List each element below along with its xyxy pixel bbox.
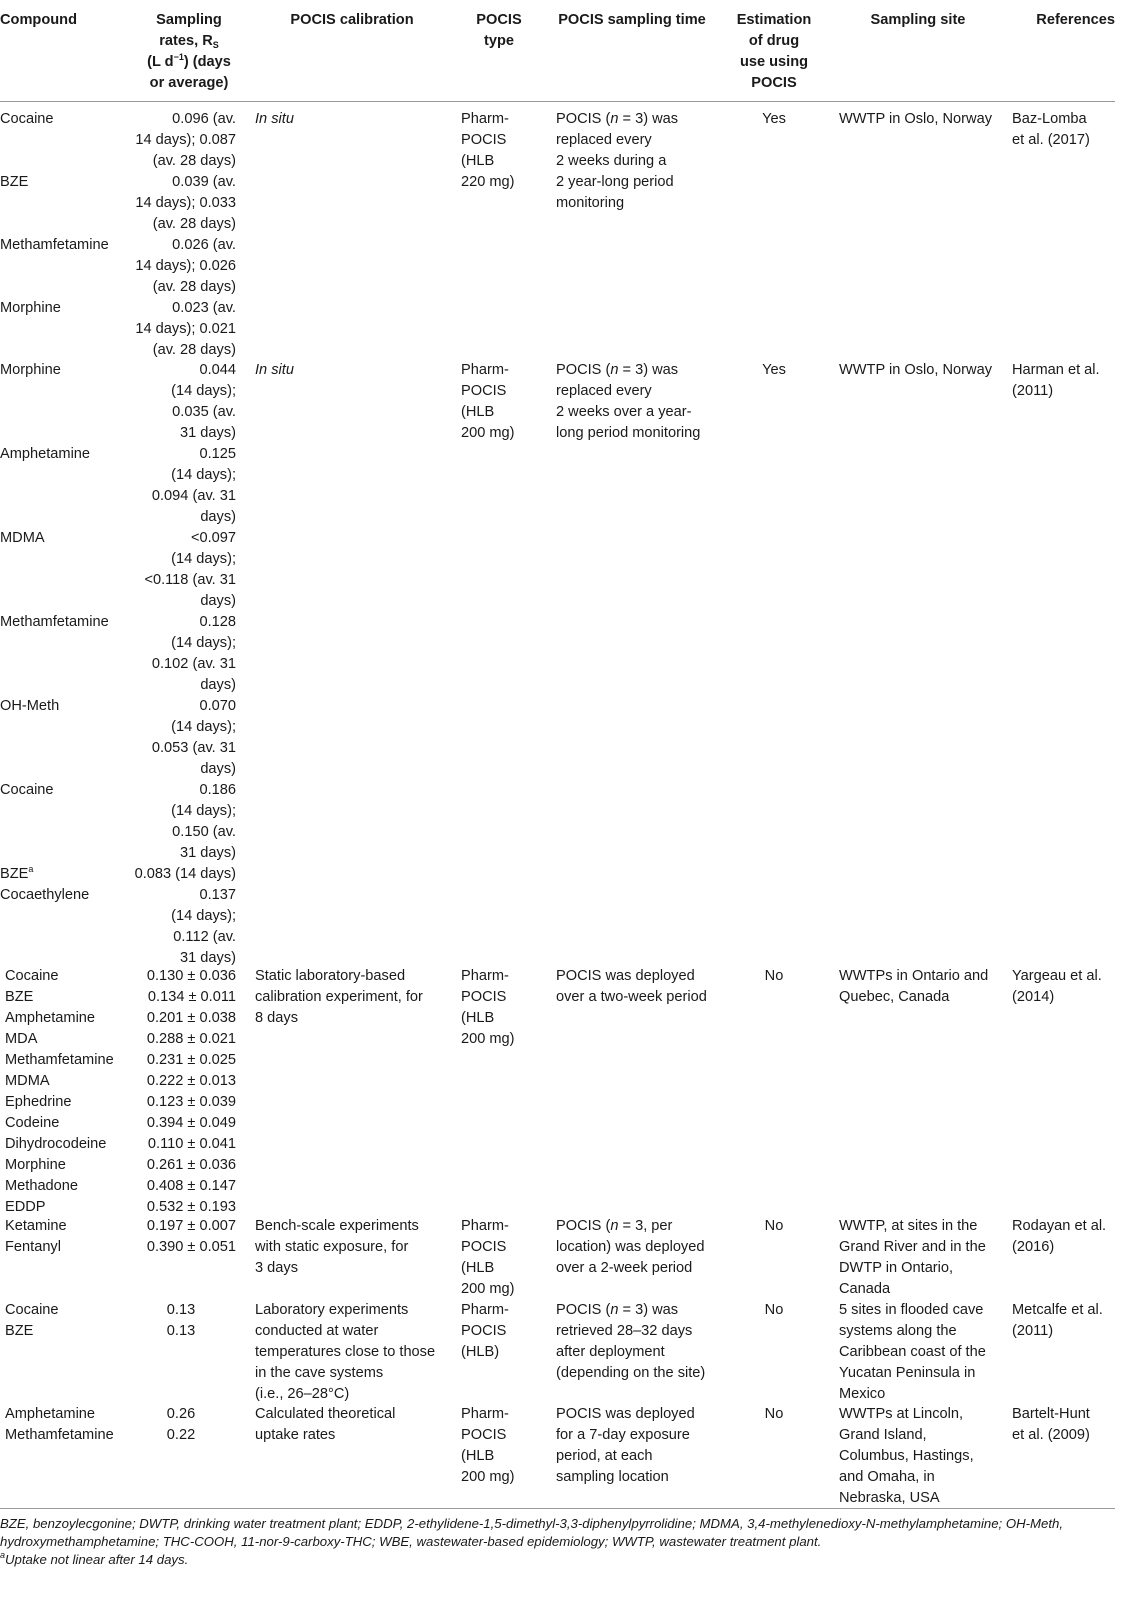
header-pocis-type: POCIS type bbox=[476, 12, 522, 49]
reference: (2016) bbox=[1012, 1239, 1055, 1255]
pocis-type: (HLB bbox=[461, 1010, 495, 1026]
pocis-type: 200 mg) bbox=[461, 1031, 515, 1047]
sampling-rate: (14 days); bbox=[171, 803, 236, 819]
sampling-site: Nebraska, USA bbox=[839, 1490, 940, 1506]
sampling-rate: 0.394 ± 0.049 bbox=[146, 1115, 236, 1131]
header-bottom-rule bbox=[0, 101, 1115, 102]
sampling-site: WWTP in Oslo, Norway bbox=[839, 111, 992, 127]
sampling-rate: 0.044 bbox=[199, 362, 236, 378]
pocis-type: (HLB bbox=[461, 153, 495, 169]
sampling-rate: 0.123 ± 0.039 bbox=[146, 1094, 236, 1110]
compound-name: Ketamine bbox=[5, 1218, 67, 1234]
sampling-rate: days) bbox=[200, 509, 236, 525]
sampling-rate: 14 days); 0.033 bbox=[135, 195, 236, 211]
pocis-calibration: with static exposure, for bbox=[255, 1239, 409, 1255]
sampling-rate: (av. 28 days) bbox=[152, 279, 236, 295]
header-sampling-site: Sampling site bbox=[870, 12, 966, 28]
pocis-sampling-time: after deployment bbox=[556, 1344, 665, 1360]
sampling-site: WWTP in Oslo, Norway bbox=[839, 362, 992, 378]
pocis-type: Pharm- bbox=[461, 362, 509, 378]
sampling-rate: 0.125 bbox=[199, 446, 236, 462]
pocis-type: (HLB) bbox=[461, 1344, 500, 1360]
footnote-abbreviations-line-1: BZE, benzoylecgonine; DWTP, drinking water treatment plant; EDDP, 2-ethylidene-1,5-dimethyl-3,3-diphenylpyrrolidine; MDMA, 3,4-methylenedioxy-N-methylamphetamine; OH-Meth, bbox=[0, 1516, 1064, 1531]
sampling-site: Mexico bbox=[839, 1386, 886, 1402]
compound-name: Codeine bbox=[5, 1115, 60, 1131]
pocis-type: Pharm- bbox=[461, 968, 509, 984]
sampling-site: Quebec, Canada bbox=[839, 989, 950, 1005]
sampling-rate: (av. 28 days) bbox=[152, 153, 236, 169]
pocis-type: 200 mg) bbox=[461, 1281, 515, 1297]
pocis-calibration: in the cave systems bbox=[255, 1365, 384, 1381]
compound-name: Methamfetamine bbox=[5, 1427, 114, 1443]
header-sampling-rates: Sampling rates, $R_S$ (L $d^{-1}$) (days or average) bbox=[147, 12, 231, 91]
sampling-rate: (14 days); bbox=[171, 383, 236, 399]
pocis-type: (HLB bbox=[461, 1260, 495, 1276]
compound-name: BZE bbox=[0, 174, 29, 190]
reference: Harman et al. bbox=[1012, 362, 1100, 378]
sampling-rate: 0.13 bbox=[166, 1302, 196, 1318]
pocis-type: POCIS bbox=[461, 989, 507, 1005]
pocis-type: POCIS bbox=[461, 383, 507, 399]
reference: et al. (2017) bbox=[1012, 132, 1090, 148]
sampling-rate: 0.094 (av. 31 bbox=[151, 488, 236, 504]
pocis-sampling-time: POCIS was deployed bbox=[556, 1406, 695, 1422]
pocis-sampling-time: 2 year-long period bbox=[556, 174, 674, 190]
compound-name: Methamfetamine bbox=[5, 1052, 114, 1068]
reference: (2014) bbox=[1012, 989, 1055, 1005]
pocis-type: Pharm- bbox=[461, 1218, 509, 1234]
pocis-sampling-time: POCIS was deployed bbox=[556, 968, 695, 984]
pocis-sampling-time: sampling location bbox=[556, 1469, 669, 1485]
compound-name: MDMA bbox=[0, 530, 45, 546]
pocis-calibration: Calculated theoretical bbox=[255, 1406, 396, 1422]
pocis-calibration: calibration experiment, for bbox=[255, 989, 423, 1005]
sampling-site: Columbus, Hastings, bbox=[839, 1448, 974, 1464]
sampling-site: DWTP in Ontario, bbox=[839, 1260, 954, 1276]
compound-name: Cocaethylene bbox=[0, 887, 90, 903]
pocis-sampling-time: replaced every bbox=[556, 132, 652, 148]
sampling-rate: 0.128 bbox=[199, 614, 236, 630]
pocis-type: (HLB bbox=[461, 1448, 495, 1464]
pocis-type: (HLB bbox=[461, 404, 495, 420]
footnote-marker: a bbox=[28, 864, 34, 874]
sampling-rate: 0.096 (av. bbox=[172, 111, 236, 127]
sampling-rate: 14 days); 0.026 bbox=[135, 258, 236, 274]
pocis-calibration: Bench-scale experiments bbox=[255, 1218, 419, 1234]
pocis-sampling-time: location) was deployed bbox=[556, 1239, 705, 1255]
sampling-rate: 0.134 ± 0.011 bbox=[147, 989, 236, 1005]
compound-name: MDA bbox=[5, 1031, 38, 1047]
sampling-rate: 0.390 ± 0.051 bbox=[146, 1239, 236, 1255]
pocis-type: 200 mg) bbox=[461, 1469, 515, 1485]
pocis-sampling-time: 2 weeks over a year- bbox=[556, 404, 692, 420]
compound-name: Methadone bbox=[5, 1178, 79, 1194]
header-references: References bbox=[1036, 12, 1115, 28]
pocis-sampling-time: for a 7-day exposure bbox=[556, 1427, 690, 1443]
compound-name: MDMA bbox=[5, 1073, 50, 1089]
sampling-rate: 0.261 ± 0.036 bbox=[146, 1157, 236, 1173]
sampling-rate: (14 days); bbox=[171, 551, 236, 567]
sampling-rate: 0.13 bbox=[166, 1323, 196, 1339]
header-compound: Compound bbox=[0, 12, 78, 28]
compound-name: Cocaine bbox=[5, 1302, 59, 1318]
sampling-rate: 0.110 ± 0.041 bbox=[147, 1136, 236, 1152]
reference: (2011) bbox=[1012, 1323, 1054, 1339]
pocis-sampling-time: POCIS (n = 3) was bbox=[556, 362, 679, 378]
sampling-rate: 0.532 ± 0.193 bbox=[146, 1199, 236, 1215]
pocis-calibration: uptake rates bbox=[255, 1427, 336, 1443]
sampling-rate: <0.097 bbox=[190, 530, 236, 546]
pocis-calibration: Static laboratory-based bbox=[255, 968, 406, 984]
compound-name: Ephedrine bbox=[5, 1094, 72, 1110]
pocis-sampling-time: long period monitoring bbox=[556, 425, 701, 441]
reference: Rodayan et al. bbox=[1012, 1218, 1107, 1234]
sampling-rate: days) bbox=[200, 677, 236, 693]
sampling-rate: <0.118 (av. 31 bbox=[144, 572, 236, 588]
sampling-site: systems along the bbox=[839, 1323, 957, 1339]
compound-name: Morphine bbox=[0, 300, 61, 316]
compound-name: Cocaine bbox=[0, 111, 54, 127]
sampling-rate: 31 days) bbox=[180, 845, 236, 861]
sampling-rate: (14 days); bbox=[171, 719, 236, 735]
compound-name: Cocaine bbox=[5, 968, 59, 984]
pocis-sampling-time: over a 2-week period bbox=[556, 1260, 693, 1276]
pocis-calibration: 3 days bbox=[255, 1260, 298, 1276]
sampling-rate: (14 days); bbox=[171, 467, 236, 483]
pocis-sampling-time: POCIS (n = 3) was bbox=[556, 1302, 679, 1318]
sampling-rate: 0.150 (av. bbox=[172, 824, 236, 840]
pocis-sampling-time: monitoring bbox=[556, 195, 625, 211]
reference: Yargeau et al. bbox=[1012, 968, 1102, 984]
compound-name: OH-Meth bbox=[0, 698, 60, 714]
compound-name: BZE$^a$ bbox=[0, 864, 34, 882]
pocis-calibration: Laboratory experiments bbox=[255, 1302, 409, 1318]
reference: et al. (2009) bbox=[1012, 1427, 1090, 1443]
sampling-rate: 0.231 ± 0.025 bbox=[146, 1052, 236, 1068]
pocis-type: 220 mg) bbox=[461, 174, 515, 190]
pocis-calibration: In situ bbox=[255, 111, 294, 127]
compound-name: BZE bbox=[5, 989, 34, 1005]
pocis-calibration: In situ bbox=[255, 362, 294, 378]
pocis-sampling-time: replaced every bbox=[556, 383, 652, 399]
header-sampling-time: POCIS sampling time bbox=[558, 12, 706, 28]
sampling-site: WWTPs at Lincoln, bbox=[839, 1406, 964, 1422]
sampling-rate: 31 days) bbox=[180, 425, 236, 441]
compound-name: Dihydrocodeine bbox=[5, 1136, 107, 1152]
sampling-rate: days) bbox=[200, 593, 236, 609]
estimation-drug-use: Yes bbox=[762, 111, 786, 127]
sampling-rate: 0.035 (av. bbox=[172, 404, 236, 420]
sampling-rate: 31 days) bbox=[180, 950, 236, 966]
estimation-drug-use: No bbox=[764, 1302, 784, 1318]
sampling-rate: 0.186 bbox=[199, 782, 236, 798]
compound-name: Methamfetamine bbox=[0, 237, 109, 253]
reference: (2011) bbox=[1012, 383, 1054, 399]
reference: Baz-Lomba bbox=[1012, 111, 1087, 127]
table-bottom-rule bbox=[0, 1508, 1115, 1509]
compound-name: Amphetamine bbox=[5, 1406, 96, 1422]
sampling-rate: (av. 28 days) bbox=[152, 216, 236, 232]
sampling-rate: 0.112 (av. bbox=[173, 929, 236, 945]
sampling-site: Grand River and in the bbox=[839, 1239, 986, 1255]
sampling-rate: (14 days); bbox=[171, 635, 236, 651]
compound-name: Morphine bbox=[0, 362, 61, 378]
sampling-rate: 14 days); 0.021 bbox=[135, 321, 236, 337]
compound-name: EDDP bbox=[5, 1199, 46, 1215]
sampling-rate: days) bbox=[200, 761, 236, 777]
sampling-rate: 0.083 (14 days) bbox=[134, 866, 236, 882]
sampling-rate: 0.288 ± 0.021 bbox=[146, 1031, 236, 1047]
compound-name: Cocaine bbox=[0, 782, 54, 798]
pocis-type: Pharm- bbox=[461, 1406, 509, 1422]
pocis-sampling-time: over a two-week period bbox=[556, 989, 707, 1005]
footnote-a: $^a$Uptake not linear after 14 days. bbox=[0, 1550, 189, 1567]
estimation-drug-use: No bbox=[764, 1218, 784, 1234]
sampling-site: WWTPs in Ontario and bbox=[839, 968, 989, 984]
sampling-rate: 0.408 ± 0.147 bbox=[146, 1178, 236, 1194]
pocis-type: 200 mg) bbox=[461, 425, 515, 441]
sampling-rate: (14 days); bbox=[171, 908, 236, 924]
pocis-type: Pharm- bbox=[461, 111, 509, 127]
pocis-sampling-time: retrieved 28–32 days bbox=[556, 1323, 693, 1339]
pocis-calibration: (i.e., 26–28°C) bbox=[255, 1386, 350, 1402]
pocis-sampling-time: period, at each bbox=[556, 1448, 653, 1464]
compound-name: Fentanyl bbox=[5, 1239, 61, 1255]
estimation-drug-use: No bbox=[764, 1406, 784, 1422]
compound-name: Methamfetamine bbox=[0, 614, 109, 630]
pocis-sampling-time: (depending on the site) bbox=[556, 1365, 706, 1381]
sampling-rate: 0.137 bbox=[199, 887, 236, 903]
pocis-type: POCIS bbox=[461, 1323, 507, 1339]
pocis-calibration: 8 days bbox=[255, 1010, 298, 1026]
sampling-rate: 0.070 bbox=[199, 698, 236, 714]
header-estimation: Estimation of drug use using POCIS bbox=[736, 12, 812, 91]
sampling-site: Canada bbox=[839, 1281, 891, 1297]
reference: Metcalfe et al. bbox=[1012, 1302, 1103, 1318]
footnote-abbreviations-line-2: hydroxymethamphetamine; THC-COOH, 11-nor-9-carboxy-THC; WBE, wastewater-based epidemiology; WWTP, wastewater treatment plant. bbox=[0, 1534, 822, 1549]
sampling-rate: (av. 28 days) bbox=[152, 342, 236, 358]
compound-name: Amphetamine bbox=[5, 1010, 96, 1026]
compound-name: Morphine bbox=[5, 1157, 66, 1173]
sampling-rate: 0.023 (av. bbox=[172, 300, 236, 316]
sampling-site: and Omaha, in bbox=[839, 1469, 935, 1485]
reference: Bartelt-Hunt bbox=[1012, 1406, 1090, 1422]
pocis-type: POCIS bbox=[461, 132, 507, 148]
compound-name: BZE bbox=[5, 1323, 34, 1339]
sampling-site: Yucatan Peninsula in bbox=[839, 1365, 976, 1381]
pocis-type: Pharm- bbox=[461, 1302, 509, 1318]
compound-name: Amphetamine bbox=[0, 446, 91, 462]
sampling-rate: 0.26 bbox=[166, 1406, 196, 1422]
sampling-site: WWTP, at sites in the bbox=[839, 1218, 978, 1234]
header-calibration: POCIS calibration bbox=[290, 12, 414, 28]
pocis-type: POCIS bbox=[461, 1427, 507, 1443]
sampling-rate: 0.201 ± 0.038 bbox=[146, 1010, 236, 1026]
pocis-sampling-time: POCIS (n = 3) was bbox=[556, 111, 679, 127]
sampling-rate: 0.102 (av. 31 bbox=[151, 656, 236, 672]
pocis-calibration: temperatures close to those bbox=[255, 1344, 436, 1360]
sampling-rate: 0.026 (av. bbox=[172, 237, 236, 253]
pocis-sampling-time: 2 weeks during a bbox=[556, 153, 667, 169]
sampling-rate: 0.130 ± 0.036 bbox=[146, 968, 236, 984]
sampling-rate: 14 days); 0.087 bbox=[135, 132, 236, 148]
sampling-site: Grand Island, bbox=[839, 1427, 927, 1443]
sampling-site: Caribbean coast of the bbox=[839, 1344, 986, 1360]
sampling-rate: 0.039 (av. bbox=[172, 174, 236, 190]
pocis-calibration: conducted at water bbox=[255, 1323, 379, 1339]
sampling-rate: 0.22 bbox=[166, 1427, 196, 1443]
sampling-rate: 0.222 ± 0.013 bbox=[146, 1073, 236, 1089]
pocis-type: POCIS bbox=[461, 1239, 507, 1255]
sampling-rate: 0.197 ± 0.007 bbox=[146, 1218, 236, 1234]
sampling-site: 5 sites in flooded cave bbox=[839, 1302, 984, 1318]
estimation-drug-use: No bbox=[764, 968, 784, 984]
sampling-rate: 0.053 (av. 31 bbox=[151, 740, 236, 756]
pocis-sampling-time: POCIS (n = 3, per bbox=[556, 1218, 673, 1234]
estimation-drug-use: Yes bbox=[762, 362, 786, 378]
